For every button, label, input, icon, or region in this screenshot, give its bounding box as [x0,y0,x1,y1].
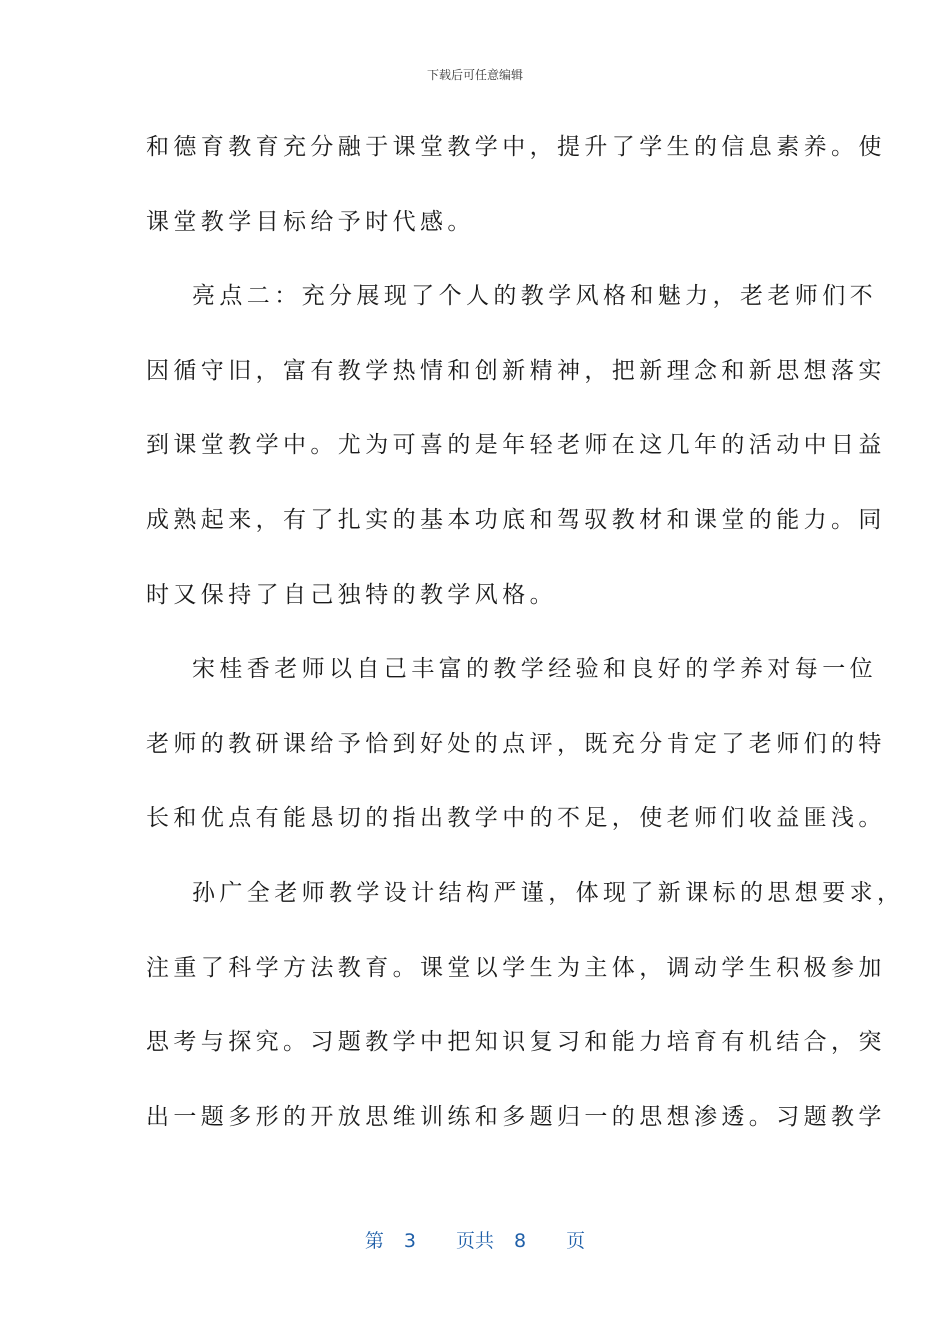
text-line: 时又保持了自己独特的教学风格。 [146,581,557,608]
text-line: 长和优点有能恳切的指出教学中的不足，使老师们收益匪浅。 [146,805,886,832]
text-line: 成熟起来，有了扎实的基本功底和驾驭教材和课堂的能力。同 [146,506,886,533]
footer-prefix: 第 [364,1230,384,1252]
footer-suffix: 页 [566,1230,586,1252]
text-line: 到课堂教学中。尤为可喜的是年轻老师在这几年的活动中日益 [146,432,886,459]
text-line: 亮点二：充分展现了个人的教学风格和魅力，老老师们不 [192,283,877,310]
text-line: 课堂教学目标给予时代感。 [146,208,475,235]
text-line: 孙广全老师教学设计结构严谨，体现了新课标的思想要求， [192,879,905,906]
text-line: 因循守旧，富有教学热情和创新精神，把新理念和新思想落实 [146,357,886,384]
total-pages-number: 8 [514,1230,527,1252]
header-note: 下载后可任意编辑 [426,68,523,82]
document-body [146,112,905,1156]
text-line: 注重了科学方法教育。课堂以学生为主体，调动学生积极参加 [146,954,886,981]
text-line: 和德育教育充分融于课堂教学中，提升了学生的信息素养。使 [146,134,886,160]
text-line: 老师的教研课给予恰到好处的点评，既充分肯定了老师们的特 [146,730,886,757]
current-page-number: 3 [403,1230,416,1252]
text-line: 思考与探究。习题教学中把知识复习和能力培育有机结合，突 [146,1029,886,1056]
text-line: 宋桂香老师以自己丰富的教学经验和良好的学养对每一位 [192,656,877,683]
footer-middle: 页共 [455,1230,494,1252]
page-footer [0,1226,950,1253]
text-line: 出一题多形的开放思维训练和多题归一的思想渗透。习题教学 [146,1103,886,1130]
